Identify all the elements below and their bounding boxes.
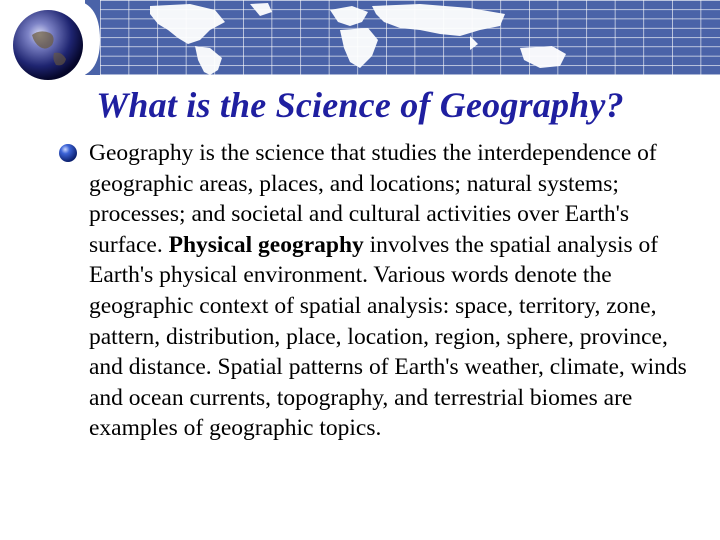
globe-icon bbox=[10, 7, 86, 83]
world-map-banner bbox=[0, 0, 720, 78]
slide-title: What is the Science of Geography? bbox=[96, 85, 624, 125]
bullet-paragraph bbox=[89, 138, 698, 444]
bullet-sphere-icon bbox=[58, 143, 78, 163]
paragraph-text-part2: involves the spatial analysis of Earth's physical environment. Various words denote the geographic context of spatial analysis: space, territory, zone, pattern, distribution, place, location, region, sphere, province, and distance. Spatial patterns of Earth's weather, climate, winds and ocean currents, topography, and terrestrial biomes are examples of geographic topics. bbox=[89, 231, 687, 442]
bold-term-physical-geography: Physical geography bbox=[168, 231, 364, 258]
bullet-item bbox=[58, 138, 698, 444]
paragraph-text-part1: Geography is the science that studies the interdependence of geographic areas, places, and locations; natural systems; processes; and societal and cultural activities over Earth's surface. bbox=[89, 140, 657, 258]
slide-body bbox=[58, 138, 698, 444]
